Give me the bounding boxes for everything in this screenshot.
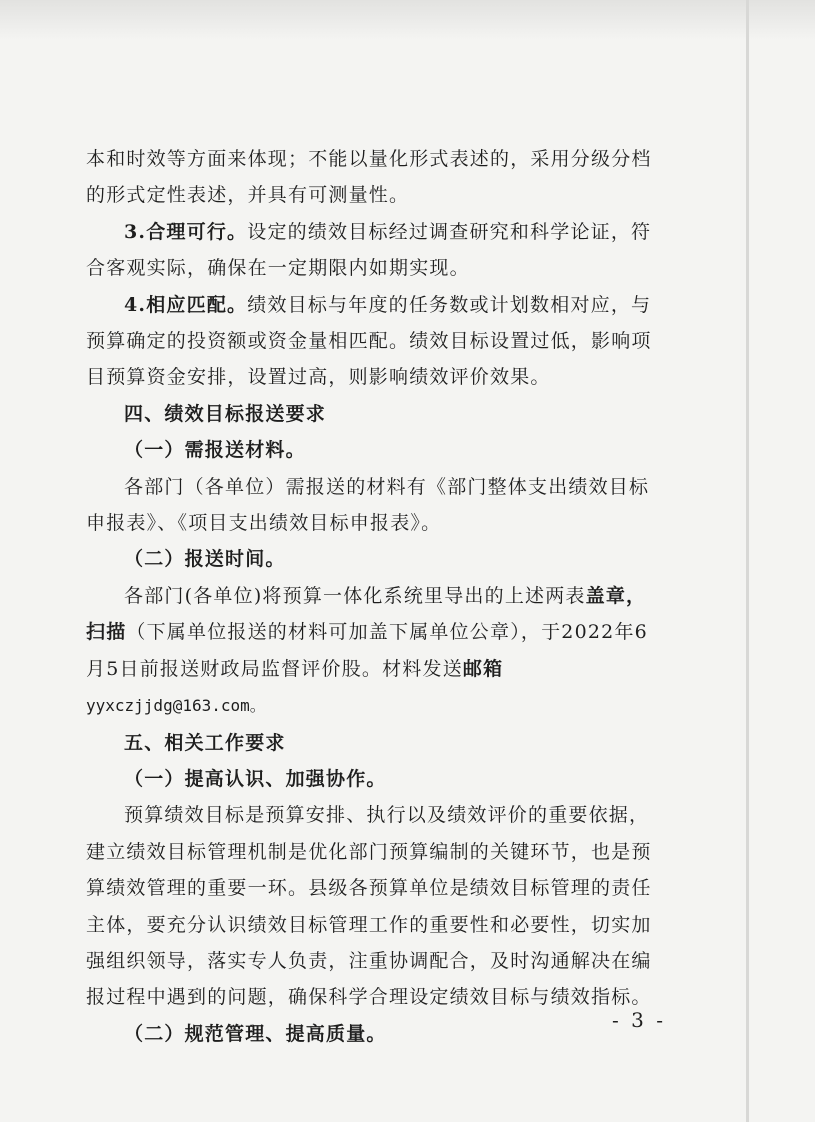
paragraph-awareness: 预算绩效目标是预算安排、执行以及绩效评价的重要依据，建立绩效目标管理机制是优化部门预算编制的关键环节，也是预算绩效管理的重要一环。县级各预算单位是绩效目标管理的责任主体，要充分认识绩效目标管理工作的重要性和必要性，切实加强组织领导，落实专人负责，注重协调配合，及时沟通解决在编报过程中遇到的问题，确保科学合理设定绩效目标与绩效指标。 (86, 804, 652, 1009)
paragraph-text: 设定的绩效目标经过调查研究和科学论证，符合客观实际，确保在一定期限内如期实现。 (86, 220, 652, 280)
paragraph-lead: 3.合理可行。 (124, 220, 248, 243)
paragraph-continuation: 本和时效等方面来体现；不能以量化形式表述的，采用分级分档的形式定性表述，并具有可测量性。 (86, 148, 652, 207)
subsection-4-1-heading: （一）需报送材料。 (124, 439, 306, 462)
paragraph-materials: 各部门（各单位）需报送的材料有《部门整体支出绩效目标申报表》、《项目支出绩效目标申报表》。 (86, 475, 650, 535)
emphasis-text: 盖章，扫描 (86, 584, 647, 644)
subsection-5-1-heading: （一）提高认识、加强协作。 (124, 767, 387, 790)
paragraph-matching (86, 287, 666, 396)
subsection-5-2-heading: （二）规范管理、提高质量。 (124, 1022, 387, 1045)
paragraph-text: 绩效目标与年度的任务数或计划数相对应，与预算确定的投资额或资金量相匹配。绩效目标设置过低，影响项目预算资金安排，设置过高，则影响绩效评价效果。 (86, 293, 652, 389)
email-address: yyxczjjdg@163.com。 (86, 696, 266, 716)
paragraph-text: （下属单位报送的材料可加盖下属单位公章），于2022年6月5日前报送财政局监督评价股。材料发送 (86, 621, 648, 680)
emphasis-text: 邮箱 (462, 657, 504, 680)
page-edge (746, 0, 749, 1122)
paragraph-reasonable (86, 214, 666, 287)
page-number: - 3 - (612, 1008, 666, 1032)
paragraph-text: 各部门(各单位)将预算一体化系统里导出的上述两表 (124, 584, 586, 607)
subsection-4-2-heading: （二）报送时间。 (124, 548, 286, 571)
section-5-heading: 五、相关工作要求 (124, 731, 286, 754)
paragraph-timing (86, 578, 666, 725)
scan-shadow (0, 0, 815, 40)
paragraph-lead: 4.相应匹配。 (124, 293, 248, 316)
document-body (86, 141, 666, 1052)
section-4-heading: 四、绩效目标报送要求 (124, 402, 327, 425)
